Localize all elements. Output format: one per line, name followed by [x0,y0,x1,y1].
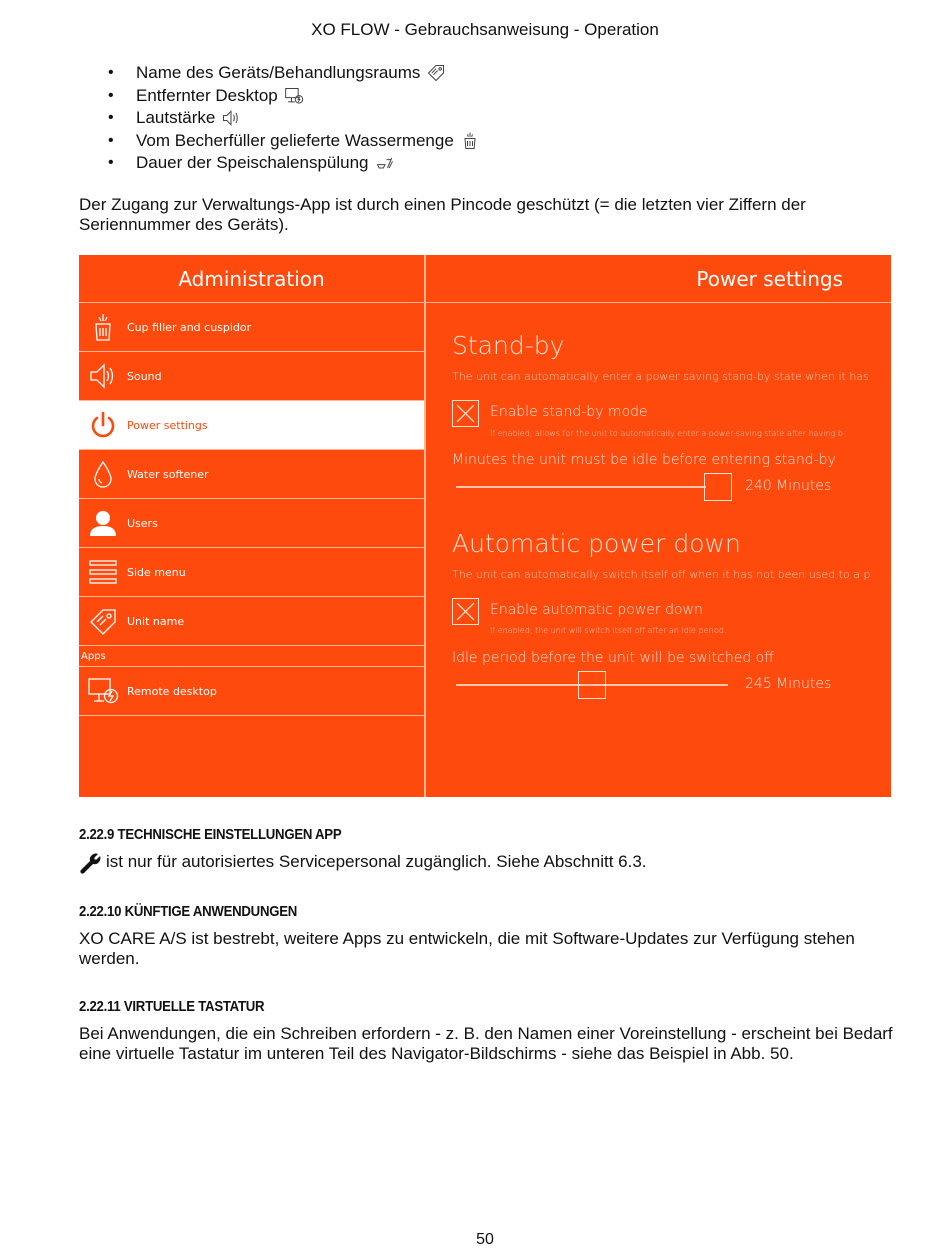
power-down-slider-thumb[interactable] [578,671,606,699]
standby-heading: Stand-by [452,331,565,360]
standby-checkbox-hint: If enabled, allows for the unit to automatically enter a power-saving state after having b [490,429,843,438]
power-down-slider-label: Idle period before the unit will be switched off [452,650,774,666]
remote-desktop-icon [79,671,127,711]
standby-slider-label: Minutes the unit must be idle before entering stand-by [452,452,836,468]
standby-checkbox[interactable] [452,400,479,427]
standby-description: The unit can automatically enter a power saving stand-by state when it has [452,370,869,383]
speaker-icon [220,108,242,128]
list-item: • Dauer der Speischalenspülung [108,152,481,175]
power-down-heading: Automatic power down [452,529,741,558]
power-down-checkbox[interactable] [452,598,479,625]
page-number: 50 [476,1231,494,1248]
tag-icon [79,601,127,641]
power-down-checkbox-label: Enable automatic power down [490,602,703,618]
standby-slider-value: 240 Minutes [745,478,832,494]
intro-paragraph: Der Zugang zur Verwaltungs-App ist durch einen Pincode geschützt (= die letzten vier Ziffern der Seriennummer des Geräts). [79,195,806,234]
section-title-future-apps: 2.22.10 KÜNFTIGE ANWENDUNGEN [79,903,298,920]
cup-filler-icon [79,307,127,347]
list-item: • Vom Becherfüller gelieferte Wassermenge [108,130,481,153]
menu-item-users[interactable]: Users [79,499,424,548]
standby-slider-track[interactable] [456,486,706,488]
standby-checkbox-label: Enable stand-by mode [490,404,648,420]
menu-item-water-softener[interactable]: Water softener [79,450,424,499]
section-title-virtual-keyboard: 2.22.11 VIRTUELLE TASTATUR [79,998,265,1015]
menu-item-power-settings[interactable]: Power settings [79,401,424,450]
power-down-slider-value: 245 Minutes [745,676,832,692]
standby-slider-thumb[interactable] [704,473,732,501]
menu-item-sound[interactable]: Sound [79,352,424,401]
power-settings-title: Power settings [425,255,891,303]
list-item: • Entfernter Desktop [108,85,481,108]
list-item: • Lautstärke [108,107,481,130]
admin-title: Administration [79,255,424,303]
power-down-checkbox-hint: If enabled, the unit will switch itself off after an idle period. [490,626,727,635]
menu-item-unit-name[interactable]: Unit name [79,597,424,646]
admin-screenshot [79,255,891,797]
menu-item-remote-desktop[interactable]: Remote desktop [79,667,424,716]
section-body-virtual-keyboard: Bei Anwendungen, die ein Schreiben erfordern - z. B. den Namen einer Voreinstellung - erscheint bei Bedarf eine virtuelle Tastatur im unteren Teil des Navigator-Bildschirms - siehe das Beispiel in Abb. 50. [79,1024,893,1063]
side-menu-icon [79,552,127,592]
tag-icon [425,63,447,83]
power-icon [79,405,127,445]
section-body-future-apps: XO CARE A/S ist bestrebt, weitere Apps zu entwickeln, die mit Software-Updates zur Verfügung stehen werden. [79,929,855,968]
remote-desktop-icon [283,86,305,106]
section-body-technical-settings: ist nur für autorisiertes Servicepersonal zugänglich. Siehe Abschnitt 6.3. [106,852,647,871]
power-down-description: The unit can automatically switch itself off when it has not been used to a p [452,568,871,581]
water-drop-icon [79,454,127,494]
wrench-icon [79,851,103,875]
user-icon [79,503,127,543]
section-title-technical-settings: 2.22.9 TECHNISCHE EINSTELLUNGEN APP [79,826,342,843]
page-header: XO FLOW - Gebrauchsanweisung - Operation [311,20,659,39]
speaker-icon [79,356,127,396]
cuspidor-rinse-icon [374,153,396,173]
apps-section-label: Apps [79,646,424,667]
menu-item-cup-filler[interactable]: Cup filler and cuspidor [79,303,424,352]
feature-list [108,62,481,175]
list-item: • Name des Geräts/Behandlungsraums [108,62,481,85]
menu-item-side-menu[interactable]: Side menu [79,548,424,597]
cup-filler-icon [459,131,481,151]
admin-menu [79,303,424,716]
